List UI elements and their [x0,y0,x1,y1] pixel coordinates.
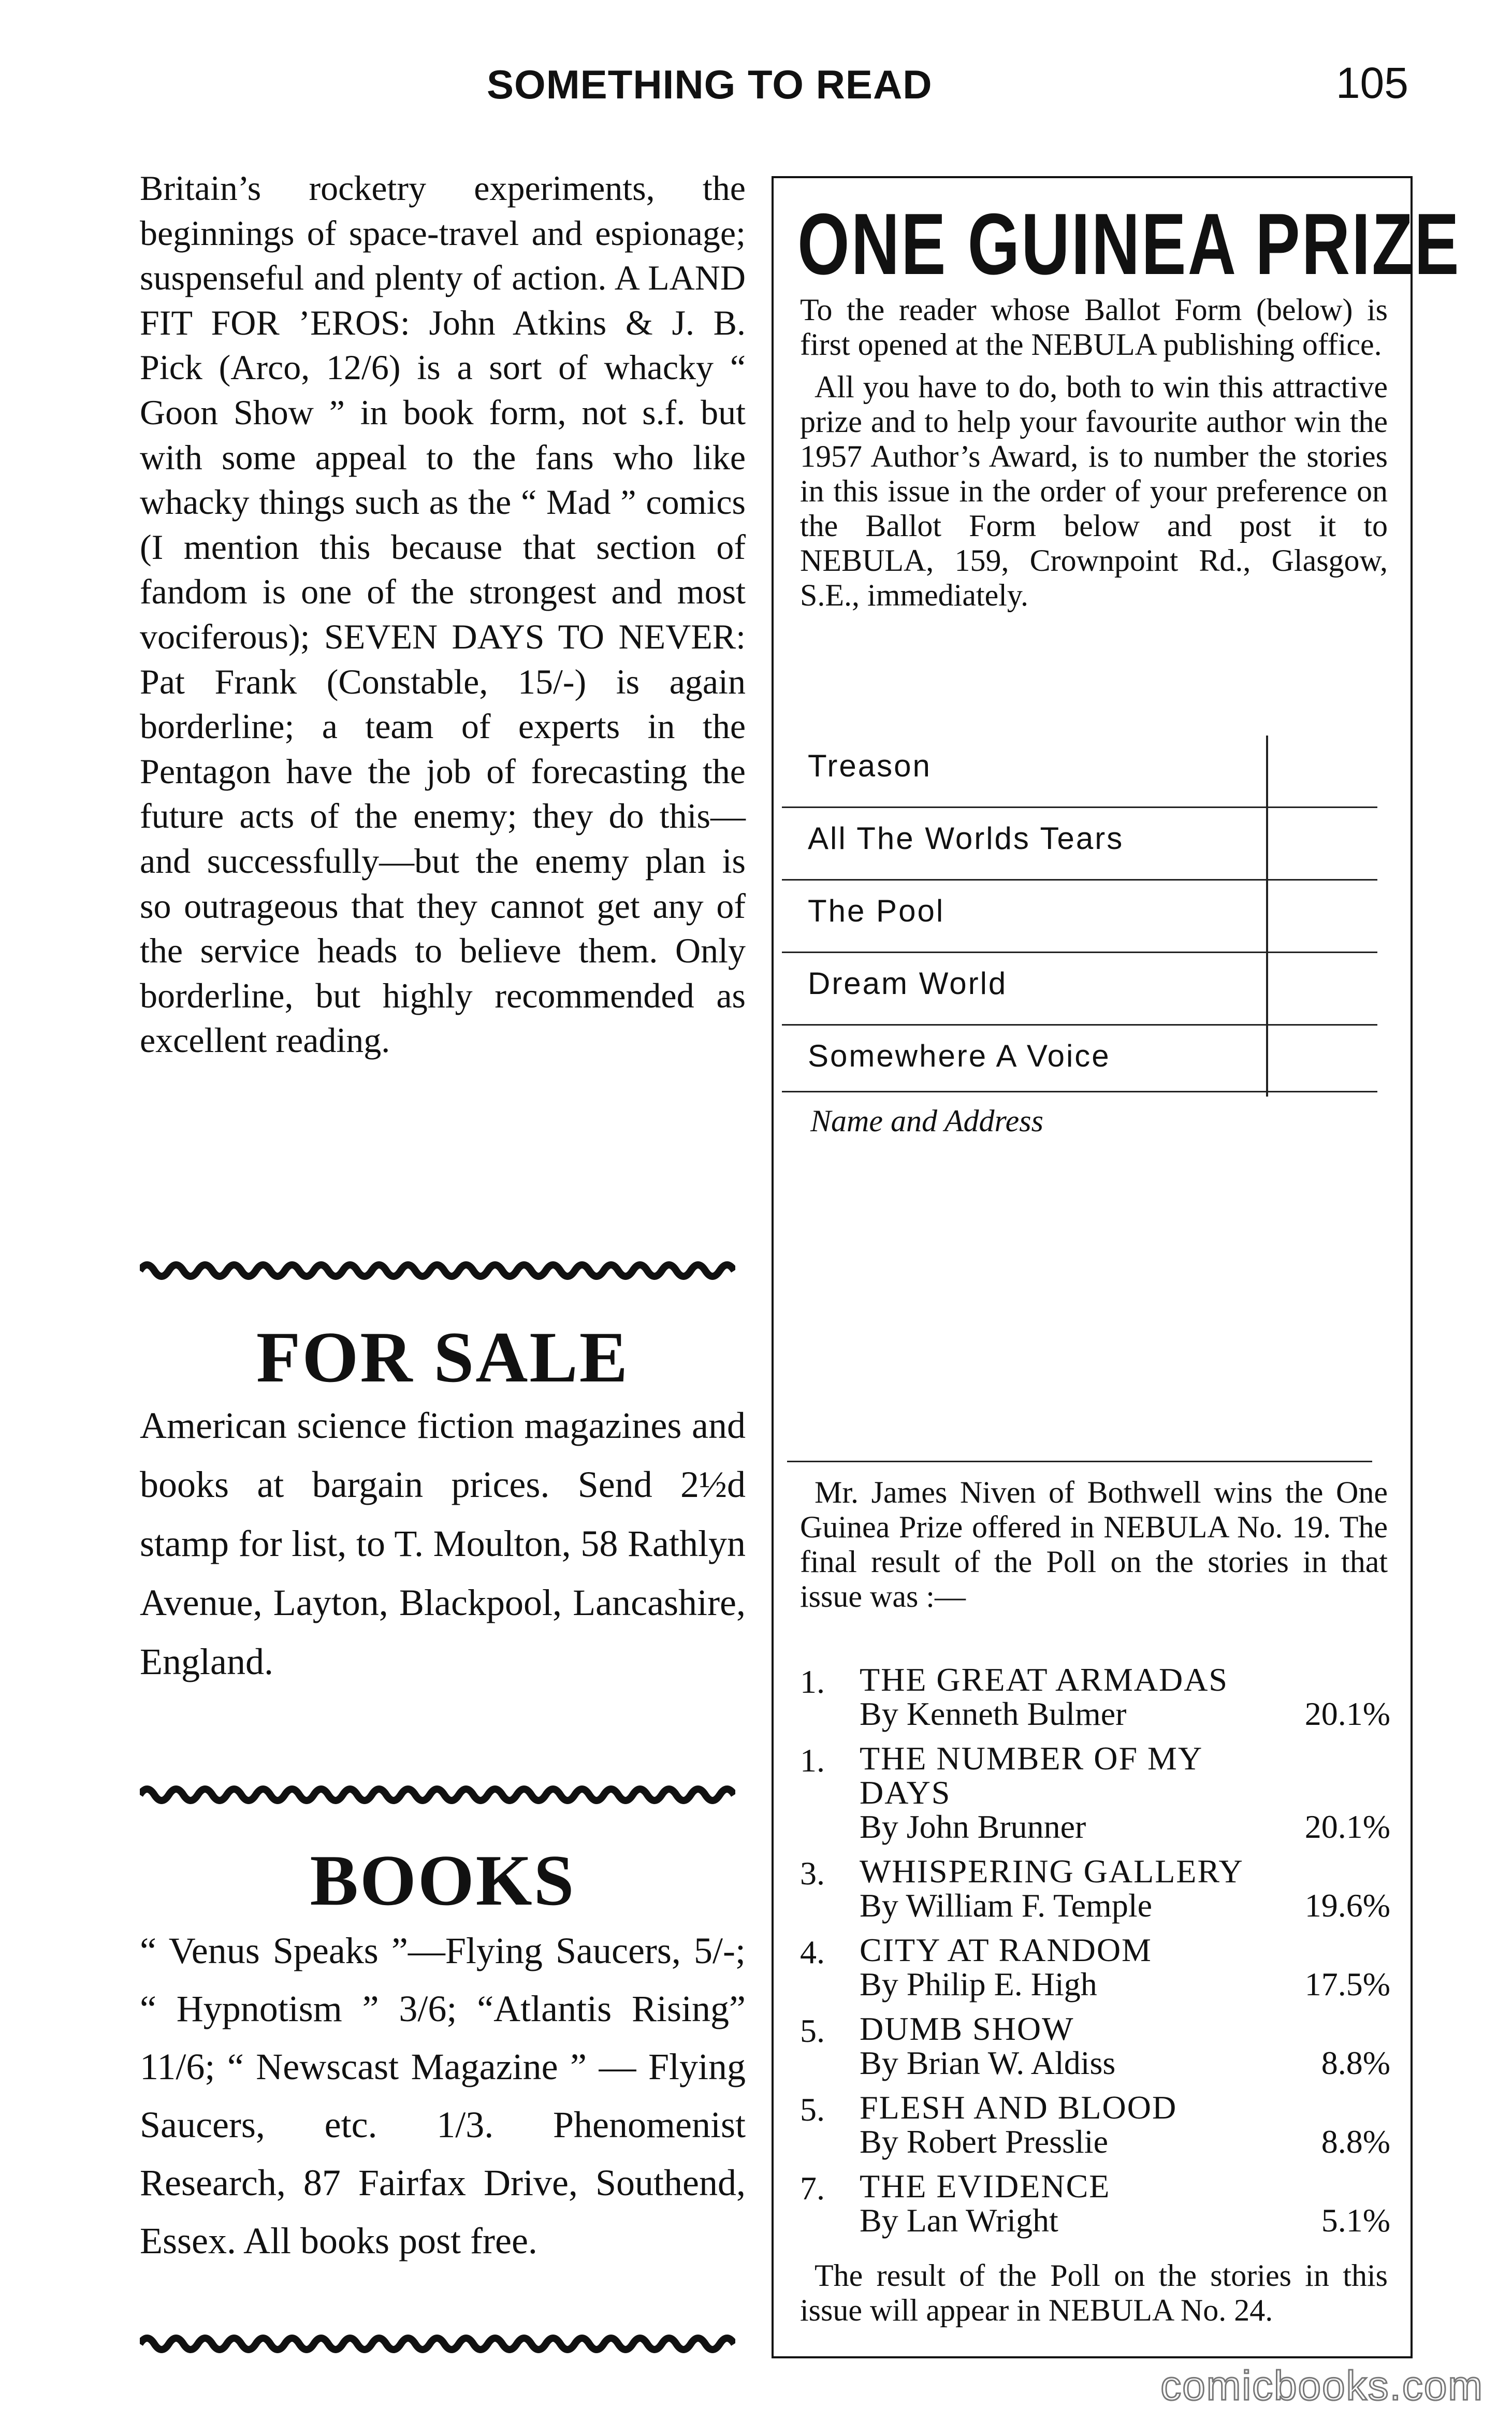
result-percent: 8.8% [1321,2044,1390,2081]
result-title: DUMB SHOW [860,2010,1074,2047]
result-rank: 7. [800,2170,825,2207]
result-title: WHISPERING GALLERY [860,1853,1244,1890]
result-rank: 5. [800,2012,825,2049]
ballot-row [782,952,1377,1024]
result-percent: 20.1% [1304,1695,1390,1732]
for-sale-title: FOR SALE [256,1317,630,1398]
page-number: 105 [1335,59,1408,107]
result-title: CITY AT RANDOM [860,1932,1152,1968]
result-author: By Kenneth Bulmer [860,1695,1127,1732]
result-title: THE NUMBER OF MY DAYS [860,1740,1202,1811]
ballot-bottom-line [782,1091,1377,1092]
result-rank: 4. [800,1934,825,1970]
wave-divider [140,2331,735,2357]
result-rank: 5. [800,2091,825,2128]
result-author: By Lan Wright [860,2202,1058,2239]
books-body: “ Venus Speaks ”—Flying Saucers, 5/-; “ Hypnotism ” 3/6; “Atlantis Rising” 11/6; “ Newscast Magazine ” — Flying Saucers, etc. 1/3. Phenomenist Research, 87 Fairfax Drive, Southend, Essex. All books post free. [140,1930,746,2261]
result-rank: 3. [800,1855,825,1892]
ballot-story-label: Dream World [808,966,1008,1001]
watermark-credit: comicbooks.com [1160,2363,1484,2409]
ballot-row [782,879,1377,952]
result-title: THE GREAT ARMADAS [860,1661,1228,1698]
result-author: By Brian W. Aldiss [860,2044,1116,2081]
divider-line [787,1461,1372,1462]
ballot-story-label: The Pool [808,894,945,928]
ballot-story-label: Somewhere A Voice [808,1039,1111,1073]
result-percent: 8.8% [1321,2123,1390,2160]
for-sale-ad [140,1396,746,1691]
result-title: THE EVIDENCE [860,2168,1111,2205]
result-percent: 17.5% [1304,1966,1390,2003]
ballot-row [782,806,1377,879]
result-percent: 5.1% [1321,2202,1390,2239]
books-title: BOOKS [310,1840,576,1921]
review-text [140,166,746,1063]
ballot-form [782,736,1377,1097]
ballot-row [782,1024,1377,1097]
prize-title: ONE GUINEA PRIZE [797,195,1461,293]
result-author: By Philip E. High [860,1966,1097,2003]
ballot-story-label: Treason [808,748,932,783]
result-author: By Robert Presslie [860,2123,1108,2160]
ballot-story-label: All The Worlds Tears [808,821,1124,856]
result-item [800,1741,1390,1844]
ballot-vote-box[interactable] [1266,881,1268,952]
name-address-label: Name and Address [810,1104,1043,1138]
result-item [800,1663,1390,1731]
prize-instructions: All you have to do, both to win this attractive prize and to help your favourite author win the 1957 Author’s Award, is to number the stories in this issue in the order of your preference on the Ballot Form below and post it to NEBULA, 159, Crownpoint Rd., Glasgow, S.E., immediately. [800,370,1388,612]
result-rank: 1. [800,1742,825,1779]
wave-divider [140,1782,735,1808]
result-percent: 19.6% [1304,1887,1390,1924]
result-author: By John Brunner [860,1808,1086,1845]
poll-results [800,1663,1390,2238]
result-item [800,1854,1390,1923]
page-header-title: SOMETHING TO READ [487,62,933,107]
result-item [800,2169,1390,2238]
prize-intro: To the reader whose Ballot Form (below) is first opened at the NEBULA publishing office. [800,293,1388,362]
poll-footer-text: The result of the Poll on the stories in this issue will appear in NEBULA No. 24. [800,2258,1388,2327]
result-title: FLESH AND BLOOD [860,2089,1177,2126]
result-author: By William F. Temple [860,1887,1152,1924]
wave-divider [140,1258,735,1284]
ballot-vote-box[interactable] [1266,736,1268,806]
ballot-row [782,736,1377,806]
review-paragraph: Britain’s rocketry experiments, the beginnings of space-travel and espionage; suspenseful and plenty of action. A LAND FIT FOR ’EROS: John Atkins & J. B. Pick (Arco, 12/6) is a sort of whacky “ Goon Show ” in book form, not s.f. but with some appeal to the fans who like whacky things such as the “ Mad ” comics (I mention this because that section of fandom is one of the strongest and most vociferous); SEVEN DAYS TO NEVER: Pat Frank (Constable, 15/-) is again borderline; a team of experts in the Pentagon have the job of forecasting the future acts of the enemy; they do this—and successfully—but the enemy plan is so outrageous that they cannot get any of the service heads to believe them. Only borderline, but highly recommended as excellent reading. [140,168,746,1060]
result-item [800,1933,1390,2001]
result-percent: 20.1% [1304,1808,1390,1845]
ballot-vote-box[interactable] [1266,808,1268,879]
result-item [800,2012,1390,2080]
for-sale-body: American science fiction magazines and books at bargain prices. Send 2½d stamp for list, to T. Moulton, 58 Rathlyn Avenue, Layton, Blackpool, Lancashire, England. [140,1405,746,1682]
ballot-vote-box[interactable] [1266,953,1268,1024]
results-footer [800,2258,1388,2328]
prize-text [800,293,1388,613]
results-intro [800,1475,1388,1614]
books-ad [140,1922,746,2270]
ballot-vote-box[interactable] [1266,1026,1268,1097]
result-rank: 1. [800,1663,825,1700]
result-item [800,2091,1390,2159]
winner-text: Mr. James Niven of Bothwell wins the One Guinea Prize offered in NEBULA No. 19. The final result of the Poll on the stories in that issue was :— [800,1475,1388,1614]
